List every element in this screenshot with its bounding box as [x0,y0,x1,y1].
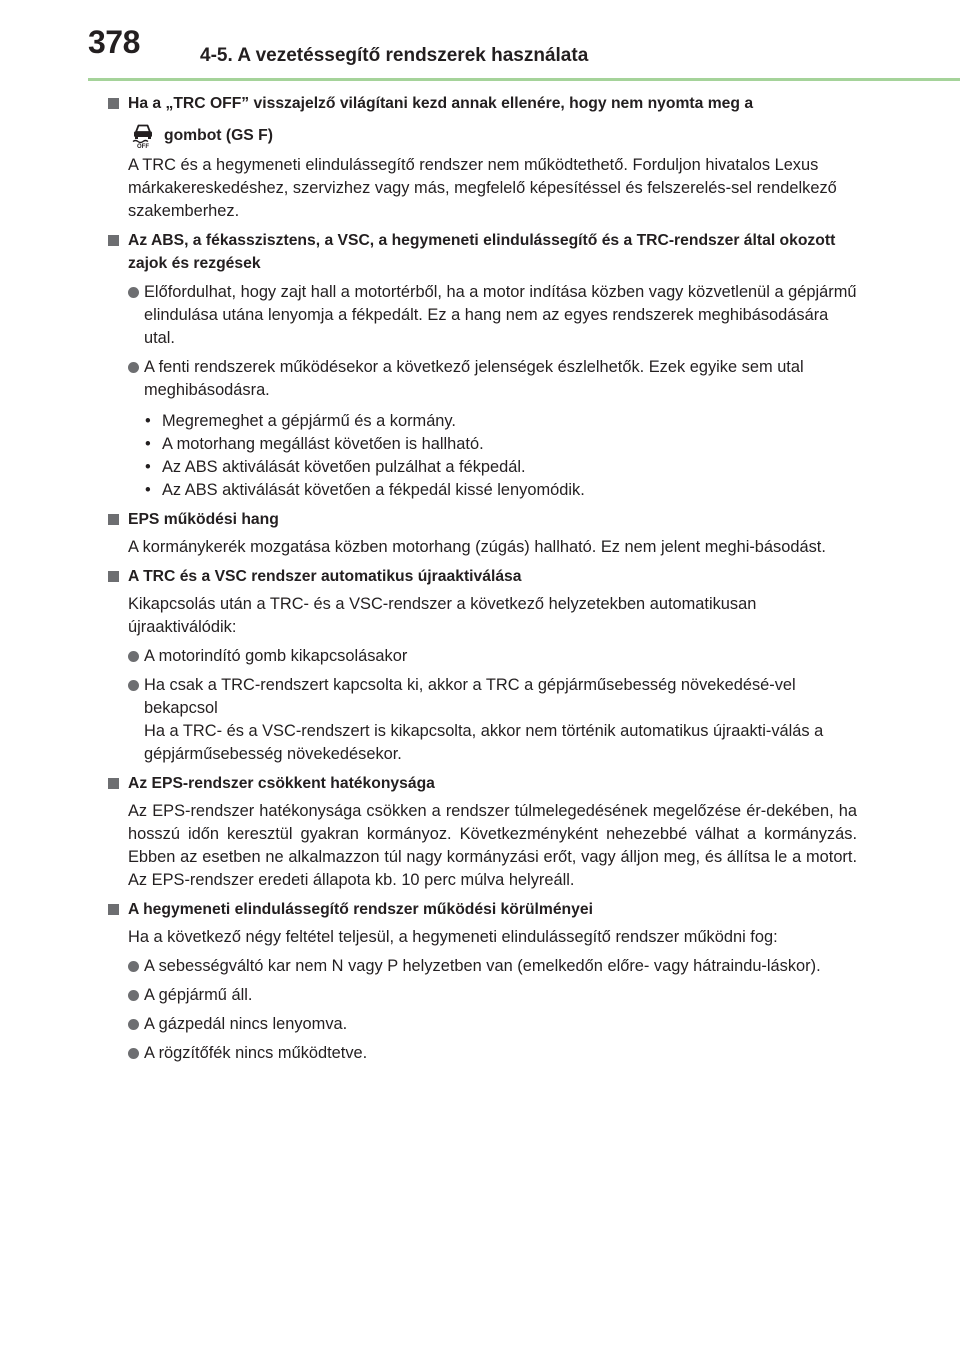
section-trc-off-indicator [105,92,857,223]
sub-list-item: • A motorhang megállást követően is hallható. [145,435,484,453]
paragraph: Ha a következő négy feltétel teljesül, a hegymeneti elindulássegítő rendszer működni fog: [128,928,778,946]
section-heading [105,92,857,149]
sub-list-item: • Az ABS aktiválását követően pulzálhat a fékpedál. [145,458,526,476]
sub-list [105,410,857,502]
paragraph: Kikapcsolás után a TRC- és a VSC-rendszer a következő helyzetekben automatikusan újraaktiválódik: [128,595,757,636]
paragraph: A TRC és a hegymeneti elindulássegítő rendszer nem működtethető. Forduljon hivatalos Lexus márkakereskedéshez, szervizhez vagy más, megfelelő képesítéssel és felszerelés-sel rendelkező szakemberhez. [128,156,837,220]
section-heading: A hegymeneti elindulássegítő rendszer működési körülményei [105,898,857,921]
square-bullet-icon [108,514,119,525]
page-header [0,0,960,80]
section-heading: EPS működési hang [105,508,857,531]
round-bullet-icon [128,961,139,972]
sub-list-item: • Megremeghet a gépjármű és a kormány. [145,412,456,430]
list-item: Előfordulhat, hogy zajt hall a motortérből, ha a motor indítása közben vagy közvetlenül a gépjármű elindulása utána lenyomja a fékpedált. Ez a hang nem az egyes rendszerek meghibásodására utal. [105,281,857,350]
list-item: A gépjármű áll. [105,984,857,1007]
header-rule [88,78,960,81]
paragraph: A kormánykerék mozgatása közben motorhang (zúgás) hallható. Ez nem jelent meghi-básodást. [128,538,826,556]
list-item: A fenti rendszerek működésekor a következő jelenségek észlelhetők. Ezek egyike sem utal meghibásodásra. [105,356,857,402]
section-hill-start-conditions [105,898,857,1065]
icon-off-label: OFF [137,144,149,149]
list-item: A sebességváltó kar nem N vagy P helyzetben van (emelkedőn előre- vagy hátraindu-láskor). [105,955,857,978]
round-bullet-icon [128,990,139,1001]
section-trc-vsc-reactivation [105,565,857,766]
square-bullet-icon [108,778,119,789]
round-bullet-icon [128,287,139,298]
section-heading: A TRC és a VSC rendszer automatikus újraaktiválása [105,565,857,588]
section-noise-vibration [105,229,857,502]
section-heading: Az EPS-rendszer csökkent hatékonysága [105,772,857,795]
page-number: 378 [88,24,140,60]
round-bullet-icon [128,651,139,662]
heading-line-2 [128,121,857,149]
section-title: 4-5. A vezetéssegítő rendszerek használata [200,45,589,66]
sub-list-item: • Az ABS aktiválását követően a fékpedál kissé lenyomódik. [145,481,585,499]
heading-line-2-text: gombot (GS F) [164,126,273,144]
square-bullet-icon [108,235,119,246]
square-bullet-icon [108,904,119,915]
list-item: A rögzítőfék nincs működtetve. [105,1042,857,1065]
list-item-continuation: Ha a TRC- és a VSC-rendszert is kikapcsolta, akkor nem történik automatikus újraakti-válás a gépjárműsebesség növekedésekor. [144,722,824,763]
round-bullet-icon [128,362,139,373]
paragraph: Az EPS-rendszer hatékonysága csökken a rendszer túlmelegedésének megelőzése ér-dekében, ha hosszú időn keresztül gyakran kormányoz. Következményként nehezebbé válhat a kormányzás. Ebben az esetben ne alkalmazzon túl nagy kormányzási erőt, vagy álljon meg, és állítsa le a motort. Az EPS-rendszer eredeti állapota kb. 10 perc múlva helyreáll. [128,802,857,889]
list-item: A motorindító gomb kikapcsolásakor [105,645,857,668]
list-item: Ha csak a TRC-rendszert kapcsolta ki, akkor a TRC a gépjárműsebesség növekedésé-vel bekapcsol Ha a TRC- és a VSC-rendszert is kikapcsolta, akkor nem történik automatikus újraakti-válás a gépjárműsebesség növekedésekor. [105,674,857,766]
round-bullet-icon [128,680,139,691]
round-bullet-icon [128,1048,139,1059]
traction-control-off-icon [128,121,158,149]
section-eps-reduced-effectiveness [105,772,857,892]
page-content [105,88,857,1065]
list-item: A gázpedál nincs lenyomva. [105,1013,857,1036]
heading-line-1: Ha a „TRC OFF” visszajelző világítani kezd annak ellenére, hogy nem nyomta meg a [128,95,754,112]
round-bullet-icon [128,1019,139,1030]
square-bullet-icon [108,98,119,109]
square-bullet-icon [108,571,119,582]
section-heading: Az ABS, a fékasszisztens, a VSC, a hegymeneti elindulássegítő és a TRC-rendszer által okozott zajok és rezgések [105,229,857,275]
section-eps-sound [105,508,857,559]
